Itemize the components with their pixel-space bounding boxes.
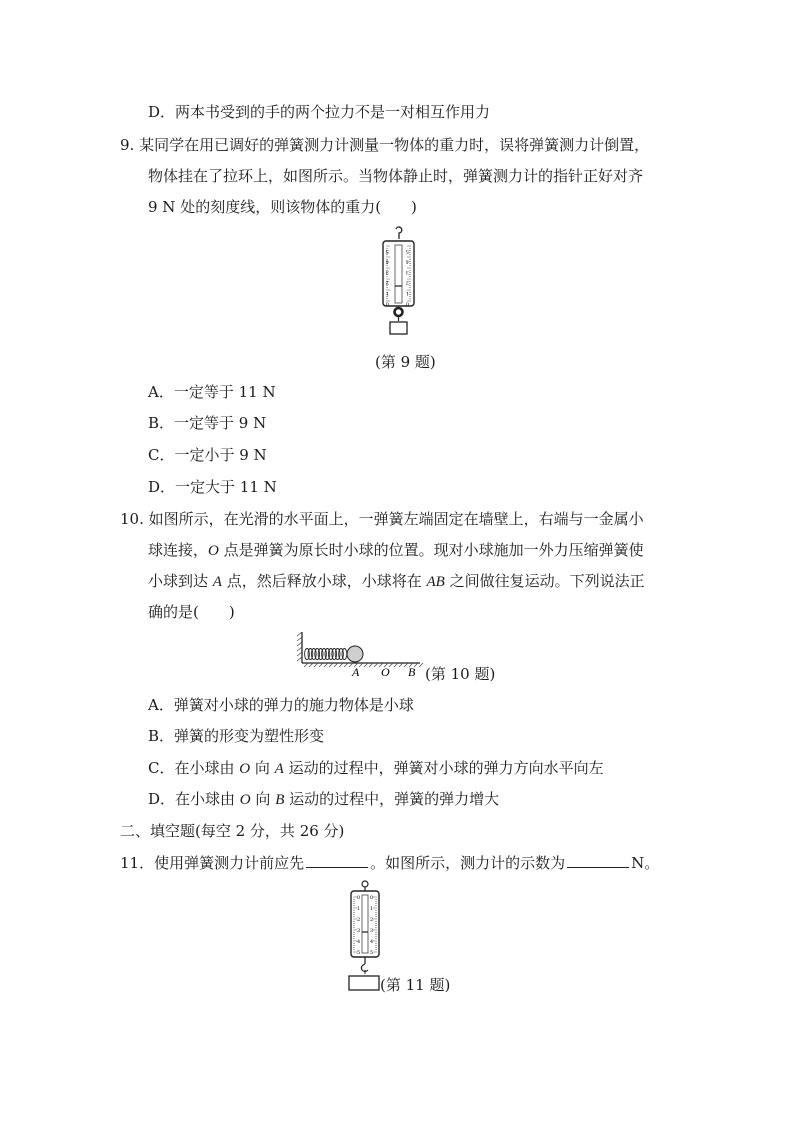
q11-scale-label: 2 <box>370 917 374 923</box>
q10-option-a: A．弹簧对小球的弹力的施力物体是小球 <box>148 696 414 714</box>
q9-option-a: A．一定等于 11 N <box>148 383 276 401</box>
q11-scale-label: 5 <box>357 950 361 956</box>
q9-option-c: C．一定小于 9 N <box>148 446 267 464</box>
q9-scale-label: 1 <box>405 290 409 296</box>
q11-scale-label: 3 <box>370 928 374 934</box>
section2-heading: 二、填空题(每空 2 分，共 26 分) <box>120 822 345 840</box>
q11-caption: (第 11 题) <box>380 976 451 994</box>
q10-option-b: B．弹簧的形变为塑性形变 <box>148 727 325 745</box>
q9-caption: (第 9 题) <box>375 353 436 371</box>
q9-stem-line1: 9. 某同学在用已调好的弹簧测力计测量一物体的重力时，误将弹簧测力计倒置， <box>120 136 650 154</box>
q9-stem-line2: 物体挂在了拉环上，如图所示。当物体静止时，弹簧测力计的指针正好对齐 <box>148 167 644 185</box>
q9-option-b: B．一定等于 9 N <box>148 414 267 432</box>
q11-scale-label: 4 <box>357 939 361 945</box>
q9-scale-label: 0 <box>385 300 389 307</box>
q9-scale-label: 4 <box>385 258 389 265</box>
q9-option-d: D．一定大于 11 N <box>148 478 277 496</box>
q9-scale-label: 2 <box>405 279 409 286</box>
q9-scale-label: 0 <box>405 300 409 307</box>
q10-ball <box>347 646 363 662</box>
q9-scale-label: 3 <box>385 269 389 275</box>
q11-scale-label: 1 <box>370 906 374 912</box>
q11-answer-blank-2[interactable] <box>567 852 629 868</box>
q10-caption: (第 10 题) <box>425 665 496 683</box>
q10-stem-line3: 小球到达 A 点，然后释放小球，小球将在 AB 之间做往复运动。下列说法正 <box>148 572 645 590</box>
q10-spring-ball-figure <box>296 630 426 680</box>
q11-scale-label: 5 <box>370 950 374 956</box>
q10-label-o: O <box>381 665 390 679</box>
q11-scale-label: 4 <box>370 939 374 945</box>
q8-option-d: D．两本书受到的手的两个拉力不是一对相互作用力 <box>148 103 491 121</box>
q10-label-a: A <box>352 665 360 679</box>
q10-stem-line4: 确的是( ) <box>148 603 235 621</box>
q9-hanging-object <box>390 322 407 334</box>
q10-option-d: D．在小球由 O 向 B 运动的过程中，弹簧的弹力增大 <box>148 790 500 808</box>
q11-stem: 11．使用弹簧测力计前应先 。如图所示，测力计的示数为 N。 <box>120 854 660 872</box>
q11-scale-label: 1 <box>357 906 361 912</box>
q11-scale-label: 2 <box>357 917 361 923</box>
q11-answer-blank-1[interactable] <box>306 852 368 868</box>
q9-scale-label: 1 <box>385 290 389 296</box>
q10-stem-line1: 10. 如图所示，在光滑的水平面上，一弹簧左端固定在墙壁上，右端与一金属小 <box>120 510 644 528</box>
q9-scale-label: 5 <box>385 248 389 254</box>
q11-scale-label: 0 <box>370 895 374 901</box>
q10-option-c: C．在小球由 O 向 A 运动的过程中，弹簧对小球的弹力方向水平向左 <box>148 759 604 777</box>
q9-stem-line3: 9 N 处的刻度线，则该物体的重力( ) <box>148 198 417 216</box>
q11-scale-label: 3 <box>357 928 361 934</box>
q11-hanging-object <box>349 976 379 990</box>
q9-spring-scale-figure <box>374 226 424 342</box>
q9-scale-label: 2 <box>385 279 389 286</box>
q9-scale-label: 3 <box>405 269 409 275</box>
q9-scale-label: 4 <box>405 258 409 265</box>
q9-scale-label: 5 <box>405 248 409 254</box>
q10-stem-line2: 球连接，O 点是弹簧为原长时小球的位置。现对小球施加一外力压缩弹簧使 <box>148 541 644 559</box>
q10-label-b: B <box>408 665 416 679</box>
q11-scale-label: 0 <box>357 895 361 901</box>
